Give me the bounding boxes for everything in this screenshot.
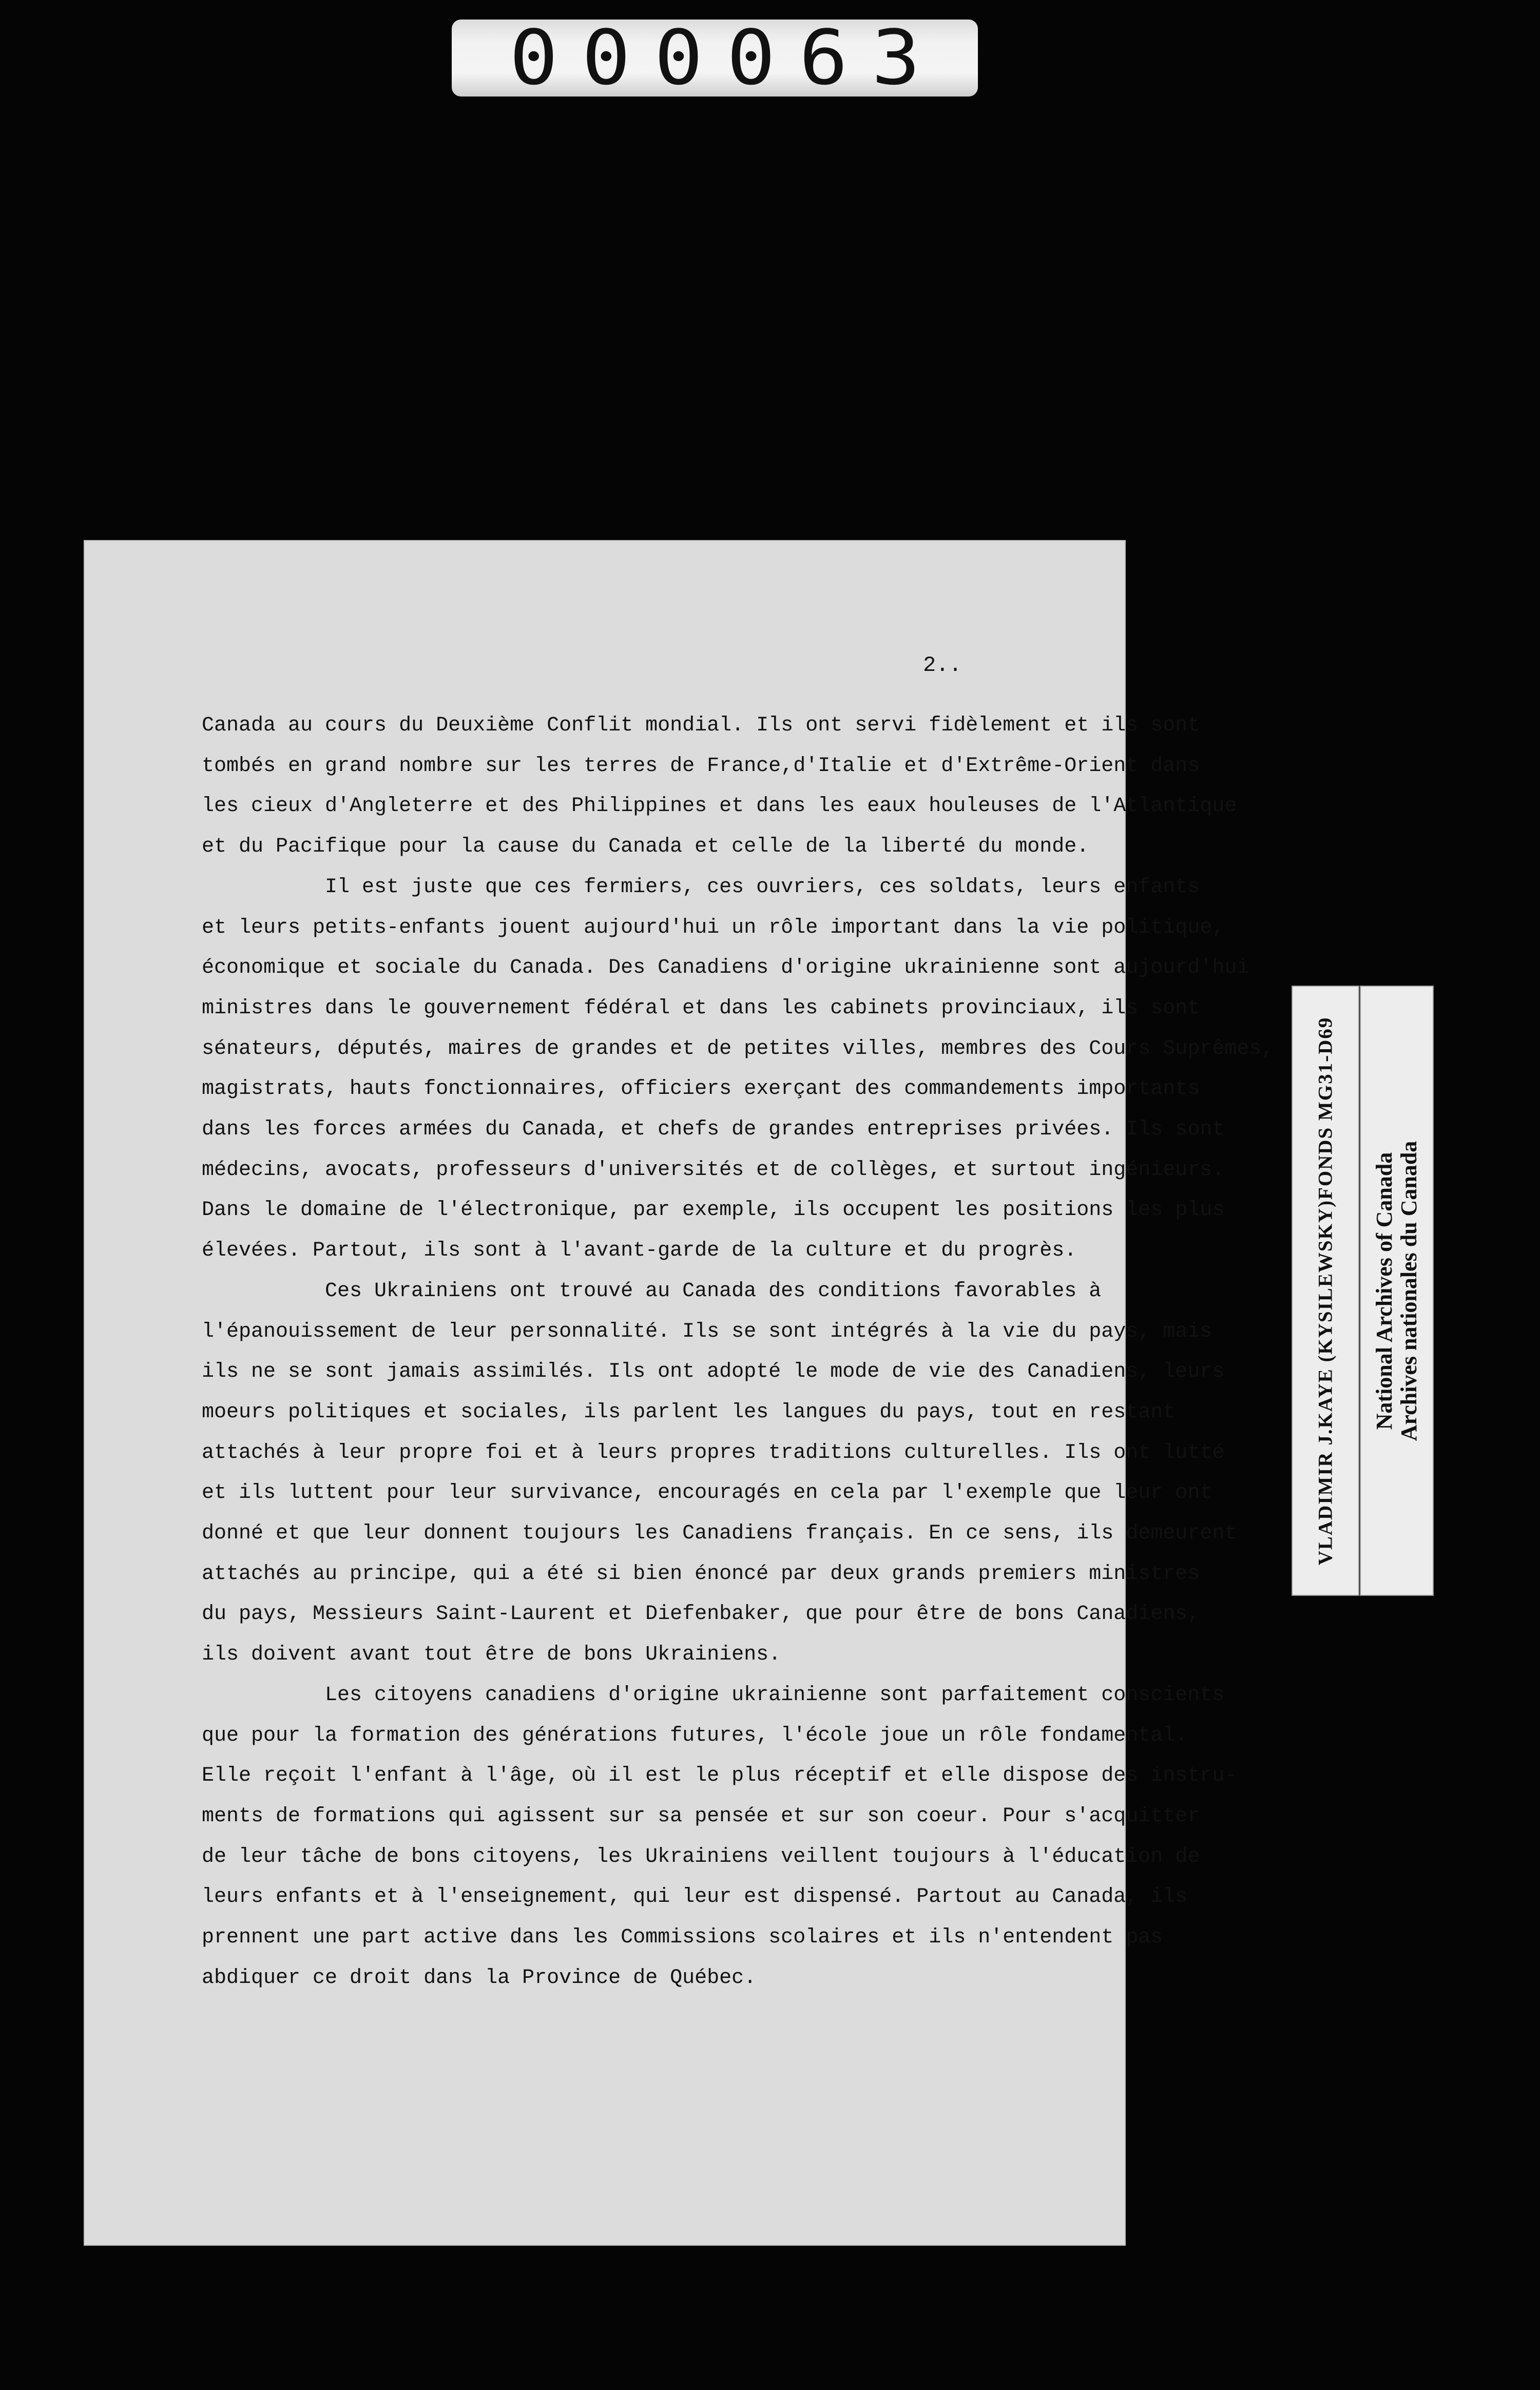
- body-text: [202, 706, 1274, 1999]
- text-line: les cieux d'Angleterre et des Philippines et dans les eaux houleuses de l'Atlantique: [202, 795, 1237, 818]
- text-line: dans les forces armées du Canada, et chefs de grandes entreprises privées. Ils sont: [202, 1118, 1225, 1142]
- text-line: tombés en grand nombre sur les terres de France,d'Italie et d'Extrême-Orient dans: [202, 754, 1200, 778]
- fonds-label-text: VLADIMIR J.KAYE (KYSILEWSKY)FONDS MG31-D69: [1314, 1016, 1337, 1565]
- text-line: ministres dans le gouvernement fédéral et dans les cabinets provinciaux, ils sont: [202, 996, 1200, 1020]
- archives-label: [1360, 986, 1434, 1596]
- text-line: et ils luttent pour leur survivance, encouragés en cela par l'exemple que leur ont: [202, 1481, 1212, 1505]
- text-line: médecins, avocats, professeurs d'universités et de collèges, et surtout ingénieurs.: [202, 1158, 1225, 1182]
- text-line: du pays, Messieurs Saint-Laurent et Diefenbaker, que pour être de bons Canadiens,: [202, 1603, 1200, 1626]
- text-line: Elle reçoit l'enfant à l'âge, où il est le plus réceptif et elle dispose des instru-: [202, 1764, 1237, 1788]
- text-line: attachés au principe, qui a été si bien énoncé par deux grands premiers ministres: [202, 1562, 1200, 1586]
- frame-number: 000063: [509, 14, 944, 102]
- text-line: et du Pacifique pour la cause du Canada et celle de la liberté du monde.: [202, 835, 1089, 859]
- text-line: donné et que leur donnent toujours les Canadiens français. En ce sens, ils demeurent: [202, 1522, 1237, 1546]
- text-line: que pour la formation des générations futures, l'école joue un rôle fondamental.: [202, 1724, 1188, 1747]
- archives-english: National Archives of Canada: [1372, 1152, 1397, 1430]
- document-page: [84, 540, 1274, 2246]
- text-line: et leurs petits-enfants jouent aujourd'hui un rôle important dans la vie politique,: [202, 916, 1225, 939]
- text-line: Ces Ukrainiens ont trouvé au Canada des conditions favorables à: [325, 1279, 1102, 1303]
- text-line: Canada au cours du Deuxième Conflit mondial. Ils ont servi fidèlement et ils sont: [202, 714, 1200, 737]
- fonds-label: [1292, 986, 1359, 1596]
- text-line: économique et sociale du Canada. Des Canadiens d'origine ukrainienne sont aujourd'hui: [202, 956, 1249, 980]
- frame-number-label: [452, 14, 978, 102]
- archives-label-text: [1372, 1141, 1421, 1441]
- text-line: ils doivent avant tout être de bons Ukrainiens.: [202, 1643, 781, 1667]
- page-number: 2..: [923, 653, 962, 678]
- text-line: ments de formations qui agissent sur sa pensée et sur son coeur. Pour s'acquitter: [202, 1804, 1200, 1828]
- text-line: magistrats, hauts fonctionnaires, officiers exerçant des commandements importants: [202, 1077, 1200, 1101]
- text-line: moeurs politiques et sociales, ils parlent les langues du pays, tout en restant: [202, 1400, 1176, 1424]
- text-line: Les citoyens canadiens d'origine ukrainienne sont parfaitement conscients: [325, 1683, 1225, 1707]
- text-line: de leur tâche de bons citoyens, les Ukrainiens veillent toujours à l'éducation de: [202, 1845, 1200, 1868]
- archives-french: Archives nationales du Canada: [1396, 1141, 1421, 1441]
- text-line: abdiquer ce droit dans la Province de Québec.: [202, 1966, 757, 1990]
- text-line: élevées. Partout, ils sont à l'avant-garde de la culture et du progrès.: [202, 1239, 1077, 1263]
- text-line: sénateurs, députés, maires de grandes et de petites villes, membres des Cours Suprêmes,: [202, 1037, 1274, 1061]
- text-line: leurs enfants et à l'enseignement, qui leur est dispensé. Partout au Canada, ils: [202, 1885, 1188, 1909]
- text-line: l'épanouissement de leur personnalité. Ils se sont intégrés à la vie du pays, mais: [202, 1320, 1212, 1343]
- text-line: Dans le domaine de l'électronique, par exemple, ils occupent les positions les plus: [202, 1199, 1225, 1222]
- text-line: attachés à leur propre foi et à leurs propres traditions culturelles. Ils ont lutté: [202, 1441, 1225, 1464]
- text-line: prennent une part active dans les Commissions scolaires et ils n'entendent pas: [202, 1926, 1163, 1950]
- text-line: ils ne se sont jamais assimilés. Ils ont adopté le mode de vie des Canadiens, leurs: [202, 1360, 1225, 1384]
- text-line: Il est juste que ces fermiers, ces ouvriers, ces soldats, leurs enfants: [325, 875, 1200, 899]
